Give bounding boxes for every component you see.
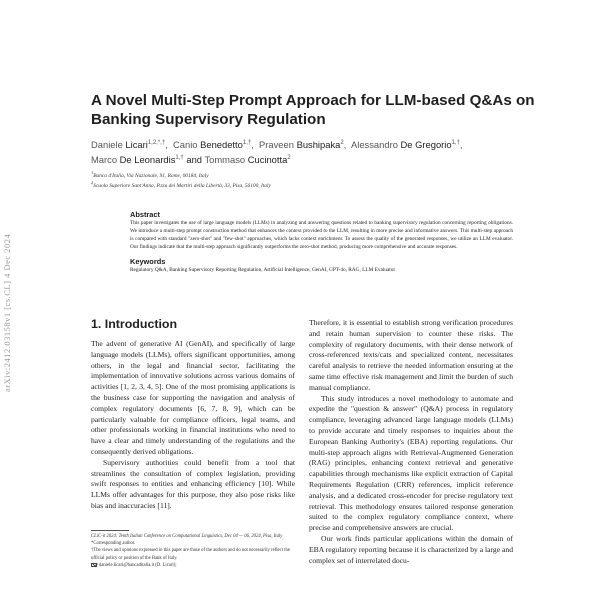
abstract-text: This paper investigates the use of large language models (LLMs) in analyzing and answering questions related to banking supervisory regulation concerning reporting obligations. We introduce a multi-step prompt construction method that enhances the context provided to the LLM, resulting in more precise and informative answers. This multi-step approach is compared with standard "zero-shot" and "few-shot" approaches, which lacks context enrichment. To assess the quality of the generated responses, we utilize an LLM evaluator. Our findings indicate that the multi-step approach significantly outperforms the zero-shot method, producing more comprehensive and accurate responses. <box>130 220 513 250</box>
author-list <box>91 138 541 167</box>
paragraph: This study introduces a novel methodology to automate and expedite the "question & answer" (Q&A) process in regulatory compliance, leveraging advanced large language models (LLMs) to provide accurate and timely responses to inquiries about the European Banking Authority's (EBA) reporting regulations. Our multi-step approach aligns with Retrieval-Augmented Generation (RAG) principles, enhancing context retrieval and generative capabilities through mechanisms like explicit extraction of Capital Requirements Regulation (CRR) references, implicit reference analysis, and a dedicated cross-encoder for precise regulatory text retrieval. This methodology ensures tailored response generation suited to the complex regulatory compliance context, where precise and comprehensive answers are crucial. <box>309 393 513 533</box>
paragraph: The advent of generative AI (GenAI), and specifically of large language models (LLMs), offers significant opportunities, among others, in the legal and financial sector, facilitating the implementation of innovative solutions across various domains of activities [1, 2, 3, 4, 5]. One of the most promising applications is the business case for supporting the navigation and analysis of complex regulatory documents [6, 7, 8, 9], which can be particularly valuable for compliance officers, legal teams, and other professionals working in financial institutions who need to have a clear and timely understanding of the regulations and the consequently derived obligations. <box>91 339 295 456</box>
left-column <box>91 339 295 512</box>
author: Canio Benedetto$^{1,\dagger}$, <box>173 139 257 150</box>
section-heading-introduction: 1. Introduction <box>91 317 178 331</box>
envelope-icon <box>91 563 97 567</box>
keywords-text: Regulatory Q&A, Banking Supervisory Reporting Regulation, Artificial Intelligence, GenAI, GPT-4o, RAG, LLM Evaluator <box>130 266 396 273</box>
paragraph: Therefore, it is essential to establish strong verification procedures and retain human supervision to counter these risks. The complexity of regulatory documents, with their dense network of cross-referenced texts/cats and specialized content, necessitates careful analysis to retrieve the needed information ensuring at the same time effective risk management and limit the burden of such manual compliance. <box>309 318 513 392</box>
footnote-corresponding: *Corresponding author. <box>91 541 136 547</box>
author: Marco De Leonardis$^{1,\dagger}$ <box>91 153 184 165</box>
author: Daniele Licari$^{1,2,*,\dagger}$, <box>91 139 171 150</box>
abstract-section <box>130 210 513 275</box>
email-link[interactable]: daniele.licari@bancaditalia.it (D. Licari); <box>99 562 177 568</box>
footnote-disclaimer: †The views and opinions expressed in this paper are those of the authors and do not necessarily reflect the official policy or position of the Bank of Italy. <box>91 548 290 561</box>
paper-title: A Novel Multi-Step Prompt Approach for LLM-based Q&As on Banking Supervisory Regulation <box>91 92 535 128</box>
arxiv-identifier: arXiv:2412.03158v1 [cs.CL] 4 Dec 2024 <box>2 233 12 392</box>
footnotes <box>91 533 295 569</box>
paragraph: Our work finds particular applications within the domain of EBA regulatory reporting because it is characterized by a large and complex set of interrelated docu- <box>309 533 513 565</box>
affiliations <box>91 172 541 192</box>
right-column <box>309 318 513 566</box>
affiliation: $^2$Scuola Superiore Sant'Anna, P.zza dei Martiri della Libertà, 33, Pisa, 56100, Italy <box>91 180 271 189</box>
keywords-heading: Keywords <box>130 256 166 266</box>
author: Alessandro De Gregorio$^{1,\dagger}$, <box>351 139 463 150</box>
affiliation: $^1$Banca d'Italia, Via Nazionale, 91, Rome, 00184, Italy <box>91 170 209 179</box>
author: Praveen Bushipaka$^2$, <box>259 139 349 150</box>
author: Tommaso Cucinotta$^2$ <box>204 153 291 165</box>
abstract-heading: Abstract <box>130 210 160 219</box>
footnote-conference: CLiC-it 2024: Tenth Italian Conference on Computational Linguistics, Dec 04 — 06, 2024, Pisa, Italy <box>91 534 283 539</box>
footnote-rule <box>91 530 129 531</box>
footnote-email <box>91 562 295 569</box>
author-conjunction: and <box>186 153 203 165</box>
paragraph: Supervisory authorities could benefit from a tool that streamlines the consultation of complex legislation, providing swift responses to entities and enhancing efficiency [10]. While LLMs offer advantages for this purpose, they also pose risks like bias and inaccuracies [11]. <box>91 457 295 510</box>
